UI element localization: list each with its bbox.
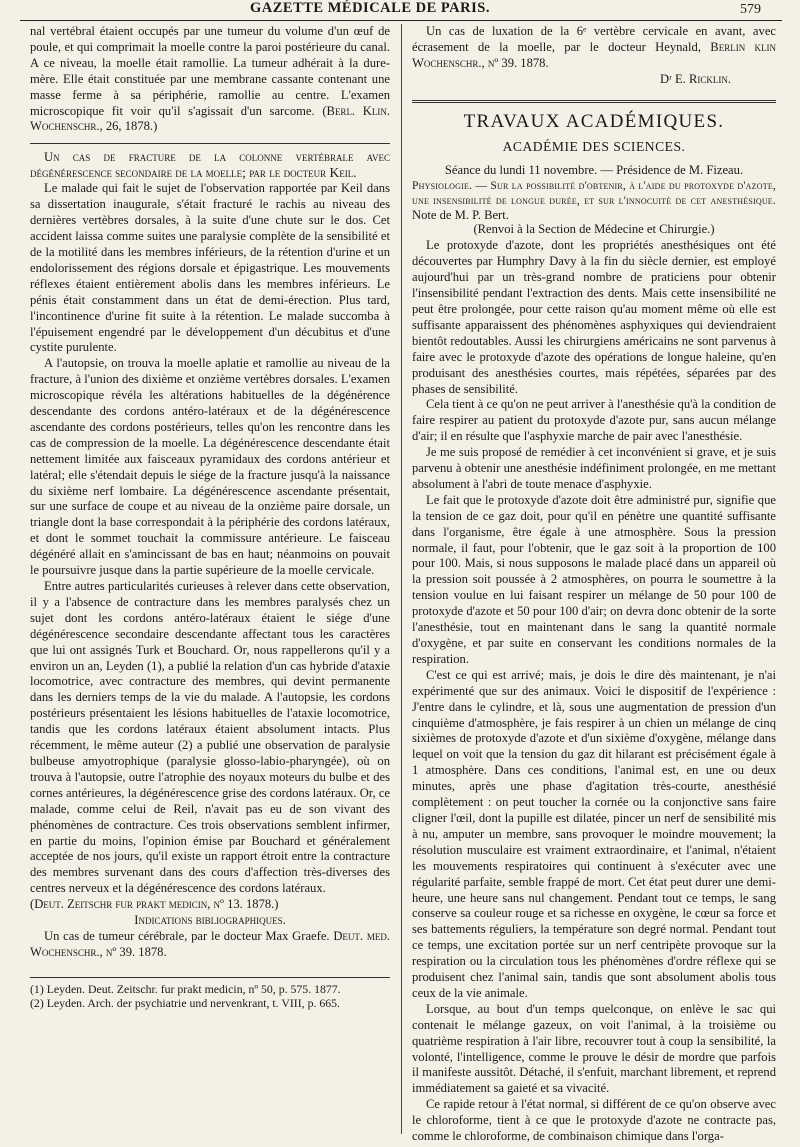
reference-deut-zeitschr: (Deut. Zeitschr fur prakt medicin, nº 13. 1878.): [30, 897, 279, 912]
bibliography-text: Un cas de tumeur cérébrale, par le docteur Max Graefe.: [44, 928, 330, 943]
column-divider: [401, 24, 402, 1134]
footnote-1: (1) Leyden. Deut. Zeitschr. fur prakt medicin, nº 50, p. 575. 1877.: [30, 981, 341, 996]
left-column: [30, 24, 390, 1011]
body-paragraph: Je me suis proposé de remédier à cet inconvénient si grave, et je suis parvenu à obtenir une anesthésie indéfiniment prolongée, en me mettant absolument à l'abri de toute menace d'asphyxie.: [412, 445, 776, 491]
running-title: GAZETTE MÉDICALE DE PARIS.: [250, 0, 490, 16]
right-column: [412, 24, 776, 1145]
body-paragraph: C'est ce qui est arrivé; mais, je dois le dire dès maintenant, je n'ai expérimenté que sur des animaux. Voici le dispositif de l'expérience : J'entre dans le cylindre, et là, sous une augmentation de pression d'un cinquième d'atmosphère, je fais respirer à un chien un mélange de cinq sixièmes de protoxyde d'azote et d'un sixième d'oxygène, mélange dans lequel on voit que la tension du gaz dit hilarant est précisément égale à 1 atmosphère. Dans ces conditions, l'animal est, en une ou deux minutes, après une phase d'agitation très-courte, anesthésié complètement : on peut toucher la cornée ou la conjonctive sans faire cligner l'œil, dont la pupille est dilatée, pincer un nerf de sensibilité mis à nu, amputer un membre, sans provoquer le moindre mouvement; la résolution musculaire est vraiment extraordinaire, et l'animal, n'étaient les mouvements respiratoires qui continuent à s'exécuter avec une régularité parfaite, semble frappé de mort. Cet état peut durer une demi-heure, une heure sans nul changement. Pendant tout ce temps, le sang conserve sa couleur rouge et sa richesse en oxygène, le cœur sa force et ses battements réguliers, la température son degré normal. Pendant tout ce temps, une excitation portée sur un nerf centripète provoque sur la respiration ou la circulation tous les phénomènes d'ordre réflexe qui se produisent chez l'animal sain, tandis que sont absolument abolis tous ceux de la vie animale.: [412, 667, 776, 1000]
article-separator: [30, 143, 390, 144]
section-separator: [412, 100, 776, 103]
body-paragraph: Le fait que le protoxyde d'azote doit être administré pur, signifie que la tension de ce gaz doit, pour qu'il en pénètre une quantité suffisante dans l'organisme, être égale à une atmosphère. Sous la pression normale, il faut, pour l'obtenir, que le gaz soit à la proportion de 100 pour 100. Mais, si nous supposons le malade placé dans un appareil où la pression soit poussée à 2 atmosphères, on pourra le soumettre à la tension voulue en lui faisant respirer un mélange de 50 pour 100 de protoxyde d'azote et 50 pour 100 d'air; on devra donc obtenir de la sorte l'anesthésie, tout en maintenant dans le sang la quantité normale d'oxygène, et par suite en conservant les conditions normales de la respiration.: [412, 492, 776, 666]
author-signature: Dʳ E. Ricklin.: [659, 71, 731, 86]
body-paragraph: Cela tient à ce qu'on ne peut arriver à l'anesthésie qu'à la condition de faire respirer au patient du protoxyde d'azote pur, sans aucun mélange d'air; il en résulte que l'asphyxie marche de pair avec l'anesthésie.: [412, 397, 776, 444]
body-paragraph: Le malade qui fait le sujet de l'observation rapportée par Keil dans sa dissertation inaugurale, s'était fracturé le rachis au niveau des dernières vertèbres dorsales, à la suite d'une chute sur le dos. Cet accident laissa comme suites une paralysie complète de la sensibilité et de la motilité dans les membres inférieurs, de la rétention d'urine et un endolorissement des régions dorsale et épigastrique. Les mouvements réflexes étaient entièrement abolis dans les membres inférieurs. Le pénis était constamment dans un état de demi-érection. Plus tard, l'incontinence d'urine fit suite à la rétention. Le malade succomba à l'épuisement engendré par le développement d'un décubitus et d'une cystite purulente.: [30, 181, 390, 355]
bibliography-title: Indications bibliographiques.: [134, 913, 286, 928]
physiology-note: Note de M. P. Bert.: [412, 208, 509, 223]
article-byline: ; par le docteur Keil.: [242, 165, 357, 181]
footnote-2: (2) Leyden. Arch. der psychiatrie und nervenkrant, t. VIII, p. 665.: [30, 996, 341, 1011]
page-header: [0, 0, 800, 22]
section-title: TRAVAUX ACADÉMIQUES.: [463, 110, 725, 132]
body-paragraph: Entre autres particularités curieuses à relever dans cette observation, il y a l'absence de contracture dans les membres paralysés chez un sujet dont les cordons antéro-latéraux étaient le siége d'une dégénérescence secondaire descendante affectant tous les caractères que lui ont assignés Turk et Bouchard. Or, nous rappellerons qu'il y a environ un an, Leyden (1), a publié la relation d'un cas hybride d'ataxie locomotrice, avec contracture des membres, qui devint permanente dans les derniers temps de la vie du malade. A l'autopsie, les cordons postérieurs présentaient les lésions habituelles de l'ataxie locomotrice, tandis que les cordons latéraux étaient absolument intacts. Plus récemment, le même auteur (2) a publié une observation de paralysie bulbeuse amyotrophique (paralysie glosso-labio-pharyngée), où on trouva à l'autopsie, outre l'atrophie des noyaux moteurs du bulbe et des cornes antérieures, la dégénérescence grise des cordons latéraux. Or, ce malade, comme celui de Reil, n'avait pas eu de son vivant des phénomènes de contracture. Ces trois observations semblent infirmer, en partie du moins, l'opinion émise par Bouchard et généralement acceptée de nos jours, qu'il existe un rapport étroit entre la contracture des membres survenant dans des cours d'affection très-diverses des centres nerveux et la dégénérescence des cordons latéraux.: [30, 579, 390, 896]
article-title: Un cas de fracture de la colonne vertébrale avec dégénérescence secondaire de la moelle: [30, 150, 390, 181]
bibliography-continued: [412, 24, 776, 72]
footnote-rule: [30, 977, 390, 978]
body-paragraph: Le protoxyde d'azote, dont les propriétés anesthésiques ont été découvertes par Humphry Davy à la fin du siècle dernier, est employé aujourd'hui par un très-grand nombre de praticiens pour obtenir l'insensibilité pendant l'extraction des dents. Mais cette insensibilité ne peut être prolongée, pour cette raison qu'au moment même où elle est suffisante apparaissent des phénomènes asphyxiques qui deviendraient bientôt redoutables. Aussi les chirurgiens américains ne sont parvenus à faire avec le protoxyde d'azote des opérations de longue haleine, qu'en produisant des anesthésies courtes, mais répétées, séparées par des phases de sensibilité.: [412, 238, 776, 396]
section-subtitle: ACADÉMIE DES SCIENCES.: [502, 138, 686, 154]
bibliography-ref: Deut. med. Wochenschr., nº 39. 1878.: [30, 928, 390, 959]
body-paragraph: A l'autopsie, on trouva la moelle aplatie et ramollie au niveau de la fracture, à l'union des dixième et onzième vertèbres dorsales. L'examen microscopique révéla les altérations habituelles de la dégénérence descendante des cordons antéro-latéraux et de la dégénérescence ascendante des cordons postérieurs, telles qu'on les rencontre dans les cas de compression de la moelle. La dégénérescence descendante était nettement limitée aux faisceaux pyramidaux des cordons antérieur et latéral; elle s'étendait depuis le siége de la fracture jusqu'à la naissance du sixième nerf lombaire. La dégénérescence ascendante présentait, sur une surface de coupe et au niveau de la onzième paire dorsale, un triangle dont la base correspondait à la périphérie des cordons latéraux, et dont le sommet touchait la commissure antérieure. Le faisceau dégénéré allait en s'amincissant de bas en haut; néanmoins on pouvait le poursuivre jusque dans la partie supérieure de la moelle cervicale.: [30, 356, 390, 578]
body-paragraph: Lorsque, au bout d'un temps quelconque, on enlève le sac qui contenait le mélange gazeux, on voit l'animal, à la troisième ou quatrième respiration à l'air libre, recouvrer tout à coup la sensibilité, la volonté, l'intelligence, comme le prouve le désir de mordre que parfois il manifeste aussitôt. Détaché, il s'enfuit, marchant librement, et reprend immédiatement sa gaieté et sa vivacité.: [412, 1001, 776, 1096]
bibliography-entry: [30, 929, 390, 961]
physiology-label: Physiologie.: [412, 179, 473, 193]
physiology-heading: [412, 178, 776, 222]
header-rule: [20, 20, 782, 21]
physiology-title: — Sur la possibilité d'obtenir, à l'aide du protoxyde d'azote, une insensibilité de longue durée, et sur l'innocuité de cet anesthésique.: [412, 179, 776, 208]
bibliography-continued-ref: Berlin klin Wochenschr., nº 39. 1878.: [412, 39, 776, 70]
session-line: Séance du lundi 11 novembre. — Présidence de M. Fizeau.: [444, 162, 744, 177]
page-number: 579: [740, 2, 761, 17]
continued-text: nal vertébral étaient occupés par une tumeur du volume d'un œuf de poule, et qui comprimait la moelle contre la paroi postérieure du canal. A ce niveau, la moelle était ramollie. La tumeur adhérait à la dure-mère. Elle était constituée par une membrane cassante contenant une masse ferme à sa périphérie, ramollie au centre. L'examen microscopique fit voir qu'il s'agissait d'un sarcome.: [30, 24, 390, 118]
article-heading: [30, 149, 390, 181]
reference-berl-klin: (Berl. Klin. Wochenschr., 26, 1878.): [30, 103, 390, 134]
renvoi-line: (Renvoi à la Section de Médecine et Chirurgie.): [473, 222, 715, 237]
continued-paragraph: [30, 24, 390, 135]
body-paragraph: Ce rapide retour à l'état normal, si différent de ce qu'on observe avec le chloroforme, tient à ce que le protoxyde d'azote ne contracte pas, comme le chloroforme, de combinaison chimique dans l'orga-: [412, 1097, 776, 1144]
bibliography-continued-text: Un cas de luxation de la 6ᵉ vertèbre cervicale en avant, avec écrasement de la moelle, par le docteur Heynald,: [412, 24, 776, 54]
